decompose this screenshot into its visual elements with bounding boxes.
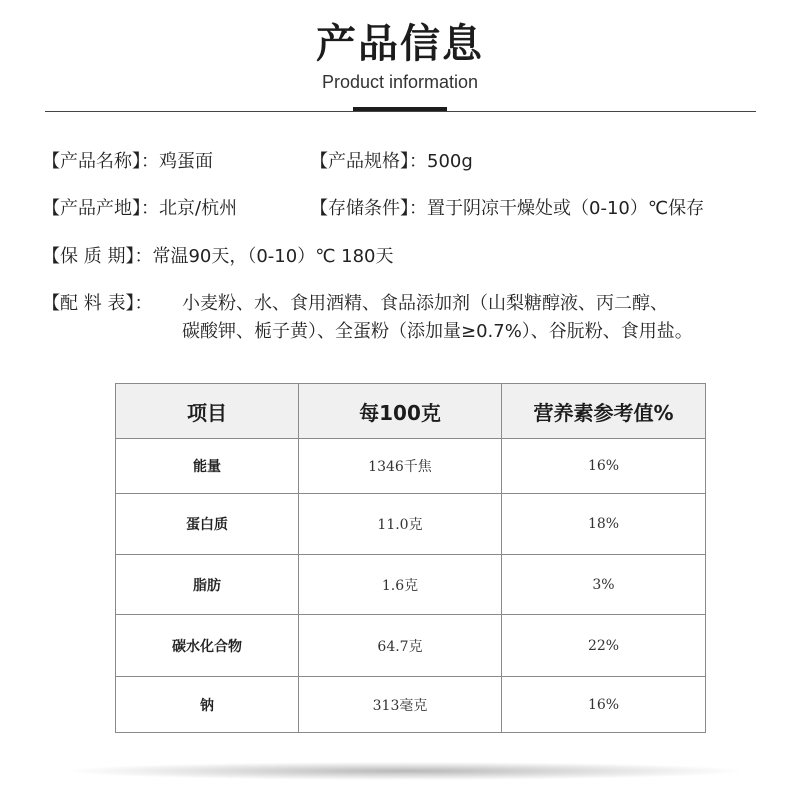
table-row <box>116 439 706 494</box>
table-row <box>116 555 706 615</box>
ingredients-label-row <box>42 292 152 316</box>
title-divider <box>45 111 756 112</box>
info-product-spec <box>310 150 473 174</box>
row-item: 钠 <box>116 677 299 733</box>
header-item: 项目 <box>116 384 299 439</box>
shelf-life-label: 【保 质 期】： <box>42 246 153 267</box>
row-nrv: 3% <box>502 555 706 615</box>
ingredients-value <box>182 290 693 346</box>
info-product-origin <box>42 197 237 221</box>
table-row <box>116 494 706 555</box>
product-origin-label: 【产品产地】： <box>42 198 159 219</box>
row-item: 脂肪 <box>116 555 299 615</box>
row-item: 蛋白质 <box>116 494 299 555</box>
row-per100: 1.6克 <box>299 555 502 615</box>
row-item: 碳水化合物 <box>116 615 299 677</box>
product-spec-value: 500g <box>427 151 473 172</box>
product-spec-label: 【产品规格】： <box>310 151 427 172</box>
row-per100: 313毫克 <box>299 677 502 733</box>
row-per100: 1346千焦 <box>299 439 502 494</box>
product-origin-value: 北京/杭州 <box>159 198 238 219</box>
row-item: 能量 <box>116 439 299 494</box>
header-nrv: 营养素参考值% <box>502 384 706 439</box>
row-nrv: 18% <box>502 494 706 555</box>
info-shelf-life <box>42 245 394 269</box>
info-storage <box>310 197 704 221</box>
ingredients-line-1: 小麦粉、水、食用酒精、食品添加剂（山梨糖醇液、丙二醇、 <box>182 293 668 314</box>
product-name-value: 鸡蛋面 <box>159 151 213 172</box>
product-name-label: 【产品名称】： <box>42 151 159 172</box>
shelf-life-value: 常温90天，（0-10）℃ 180天 <box>152 246 394 267</box>
ingredients-line-2: 碳酸钾、栀子黄）、全蛋粉（添加量≥0.7%）、谷朊粉、食用盐。 <box>182 321 693 342</box>
nutrition-table <box>115 383 706 733</box>
row-per100: 64.7克 <box>299 615 502 677</box>
storage-value: 置于阴凉干燥处或（0-10）℃保存 <box>427 198 705 219</box>
row-nrv: 22% <box>502 615 706 677</box>
info-product-name <box>42 150 213 174</box>
nutrition-header-row <box>116 384 706 439</box>
row-per100: 11.0克 <box>299 494 502 555</box>
page-subtitle: Product information <box>321 72 479 92</box>
table-row <box>116 615 706 677</box>
row-nrv: 16% <box>502 677 706 733</box>
bottom-shadow <box>70 762 740 780</box>
ingredients-label: 【配 料 表】： <box>42 293 153 314</box>
storage-label: 【存储条件】： <box>310 198 427 219</box>
row-nrv: 16% <box>502 439 706 494</box>
header-per-100g: 每100克 <box>299 384 502 439</box>
table-row <box>116 677 706 733</box>
page-title: 产品信息 <box>316 21 484 67</box>
